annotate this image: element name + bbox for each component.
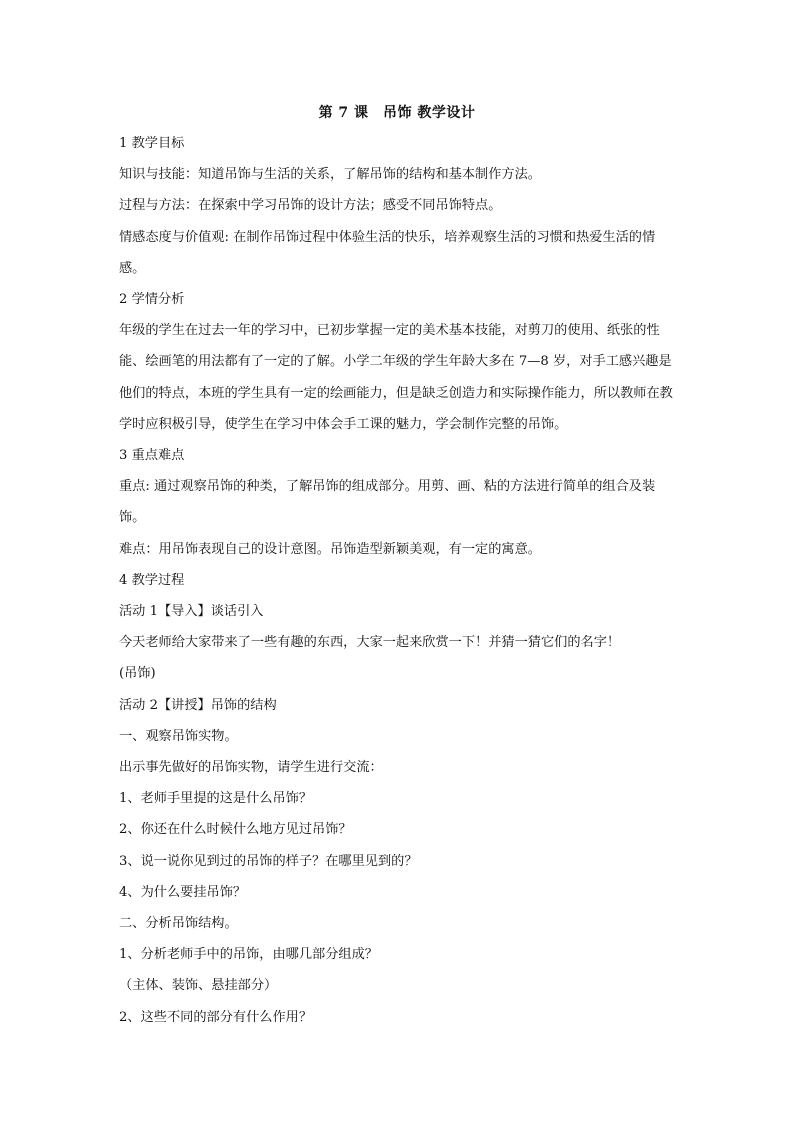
paragraph-20: 4、为什么要挂吊饰？ — [119, 884, 247, 900]
paragraph-18: 2、你还在什么时候什么地方见过吊饰？ — [119, 822, 352, 838]
paragraph-12: 今天老师给大家带来了一些有趣的东西，大家一起来欣赏一下！并猜一猜它们的名字！ — [119, 635, 621, 651]
paragraph-7: 3 重点难点 — [119, 448, 185, 464]
paragraph-15: 一、观察吊饰实物。 — [119, 728, 238, 744]
paragraph-11: 活动 1【导入】谈话引入 — [119, 604, 264, 620]
paragraph-21: 二、分析吊饰结构。 — [119, 916, 238, 932]
paragraph-8: 重点: 通过观察吊饰的种类，了解吊饰的组成部分。用剪、画、粘的方法进行简单的组合及装饰。 — [119, 479, 656, 526]
paragraph-10: 4 教学过程 — [119, 572, 185, 588]
paragraph-23: （主体、装饰、悬挂部分） — [119, 978, 278, 994]
paragraph-2: 知识与技能：知道吊饰与生活的关系，了解吊饰的结构和基本制作方法。 — [119, 167, 541, 183]
paragraph-16: 出示事先做好的吊饰实物，请学生进行交流： — [119, 760, 383, 776]
paragraph-1: 1 教学目标 — [119, 136, 185, 151]
paragraph-4: 情感态度与价值观: 在制作吊饰过程中体验生活的快乐，培养观察生活的习惯和热爱生活的情感。 — [119, 229, 656, 276]
paragraph-6: 年级的学生在过去一年的学习中，已初步掌握一定的美术基本技能，对剪刀的使用、纸张的性能、绘画笔的用法都有了一定的了解。小学二年级的学生年龄大多在 7—8 岁，对手工感兴趣是他们的特点，本班的学生具有一定的绘画能力，但是缺乏创造力和实际操作能力，所以教师在教学时应积极引导，使学生在学习中体会手工课的魅力，学会制作完整的吊饰。 — [119, 323, 673, 432]
paragraph-17: 1、老师手里提的这是什么吊饰？ — [119, 791, 313, 807]
document-body — [119, 128, 679, 1033]
paragraph-9: 难点：用吊饰表现自己的设计意图。吊饰造型新颖美观，有一定的寓意。 — [119, 541, 541, 557]
document-title: 第 7 课 吊饰 教学设计 — [318, 105, 476, 121]
paragraph-13: (吊饰) — [119, 666, 156, 682]
paragraph-22: 1、分析老师手中的吊饰，由哪几部分组成？ — [119, 947, 378, 963]
paragraph-5: 2 学情分析 — [119, 292, 185, 308]
paragraph-19: 3、说一说你见到过的吊饰的样子？在哪里见到的？ — [119, 853, 418, 869]
paragraph-3: 过程与方法：在探索中学习吊饰的设计方法；感受不同吊饰特点。 — [119, 198, 502, 214]
paragraph-24: 2、这些不同的部分有什么作用？ — [119, 1009, 313, 1025]
paragraph-14: 活动 2【讲授】吊饰的结构 — [119, 697, 277, 713]
